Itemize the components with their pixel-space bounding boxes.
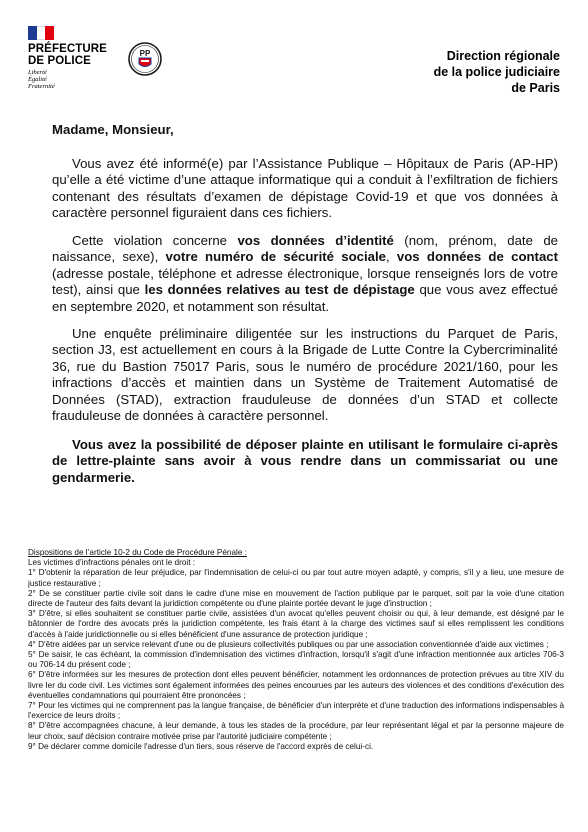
paragraph-1: Vous avez été informé(e) par l’Assistance Publique – Hôpitaux de Paris (AP-HP) qu’elle a été victime d’une attaque informatique qui a conduit à l’exfiltration de fichiers contenant des résultats d’examen de dépistage Covid-19 et que vos données à caractère personnel figuraient dans ces fichiers. [52,156,558,221]
prefecture-logo [28,26,118,91]
p2-bold-identity: vos données d’identité [237,233,394,248]
p2-text-2: (nom, prénom, date de naissance, sexe), [52,233,559,265]
p2-text-4: (adresse postale, téléphone et adresse électronique, lorsque renseignés lors de votre test), ainsi que [52,265,558,298]
direction-block [434,48,560,96]
motto-fraternite: Fraternité [28,83,55,91]
p2-bold-test: les données relatives au test de dépistage [144,282,415,298]
logo-line-1: PRÉFECTURE [28,43,107,55]
salutation: Madame, Monsieur, [52,122,174,137]
logo-line-2: DE POLICE [28,55,91,67]
prefecture-police-emblem-icon [128,42,162,76]
p2-text-5: que vous avez effectué en septembre 2020, et notamment son résultat. [52,282,558,314]
note-item-7: 7° Pour les victimes qui ne comprennent pas la langue française, de bénéficier d'un interprète et d'une traduction des informations indispensables à l'exercice de leurs droits ; [28,701,564,721]
tricolor-flag-icon [28,26,54,40]
direction-line-3: de Paris [511,81,560,95]
p2-text-3: , [385,249,397,265]
legal-notes [28,548,564,752]
note-item-8: 8° D'être accompagnées chacune, à leur demande, à tous les stades de la procédure, par leur représentant légal et par la personne majeure de leur choix, sauf décision contraire motivée prise par l'autorité judiciaire compétente ; [28,721,564,741]
emblem-text: PP [139,49,151,58]
motto-liberte: Liberté [28,69,47,76]
paragraph-2 [52,233,558,315]
direction-line-1: Direction régionale [446,49,560,63]
motto [28,69,118,91]
note-item-6: 6° D'être informées sur les mesures de protection dont elles peuvent bénéficier, notamment les ordonnances de protection prévues au titre XIV du livre Ier du code civil. Les victimes sont également informées des peines encourues par les auteurs des violences et des conditions d'exécution des éventuelles condamnations qui pourraient être prononcées ; [28,670,564,700]
paragraph-4-bold: Vous avez la possibilité de déposer plainte en utilisant le formulaire ci-après de lettre-plainte sans avoir à vous rendre dans un commissariat ou une gendarmerie. [52,437,558,485]
note-item-4: 4° D'être aidées par un service relevant d'une ou de plusieurs collectivités publiques ou par une association conventionnée d'aide aux victimes ; [28,639,549,649]
note-item-9: 9° De déclarer comme domicile l'adresse d'un tiers, sous réserve de l'accord exprès de celui-ci. [28,741,374,751]
note-item-1: 1° D'obtenir la réparation de leur préjudice, par l'indemnisation de celui-ci ou par tout autre moyen adapté, y compris, s'il y a lieu, une mesure de justice restaurative ; [28,568,564,588]
motto-egalite: Égalité [28,76,47,84]
note-item-3: 3° D'être, si elles souhaitent se constituer partie civile, assistées d'un avocat qu'elles peuvent choisir ou qui, à leur demande, est désigné par le bâtonnier de l'ordre des avocats près la juridiction compétente, les frais étant à la charge des victimes sauf si elles remplissent les conditions d'accès à l'aide juridictionnelle ou si elles bénéficient d'une assurance de protection juridique ; [28,609,564,639]
notes-heading: Dispositions de l’article 10-2 du Code de Procédure Pénale : [28,548,247,557]
note-item-5: 5° De saisir, le cas échéant, la commission d'indemnisation des victimes d'infraction, lorsqu'il s'agit d'une infraction mentionnée aux articles 706-3 ou 706-14 du présent code ; [28,650,564,670]
notes-intro: Les victimes d’infractions pénales ont le droit : [28,558,196,568]
p2-text-1: Cette violation concerne [72,233,238,248]
p2-bold-ssn: votre numéro de sécurité sociale [165,249,386,265]
direction-line-2: de la police judiciaire [433,65,560,79]
note-item-2: 2° De se constituer partie civile soit dans le cadre d'une mise en mouvement de l'action publique par le parquet, soit par la voie d'une citation directe de l'auteur des faits devant la juridiction compétente ou d'une plainte portée devant le juge d'instruction ; [28,588,564,609]
p2-bold-contact: vos données de contact [396,249,559,265]
paragraph-3: Une enquête préliminaire diligentée sur les instructions du Parquet de Paris, section J3, est actuellement en cours à la Brigade de Lutte Contre la Cybercriminalité 36, rue du Bastion 75017 Paris, sous le numéro de procédure 2021/160, pour les infractions d’accès et maintien dans un Système de Traitement Automatisé de Données (STAD), extraction frauduleuse de données d’un STAD et collecte frauduleuse de données à caractère personnel. [52,326,558,424]
